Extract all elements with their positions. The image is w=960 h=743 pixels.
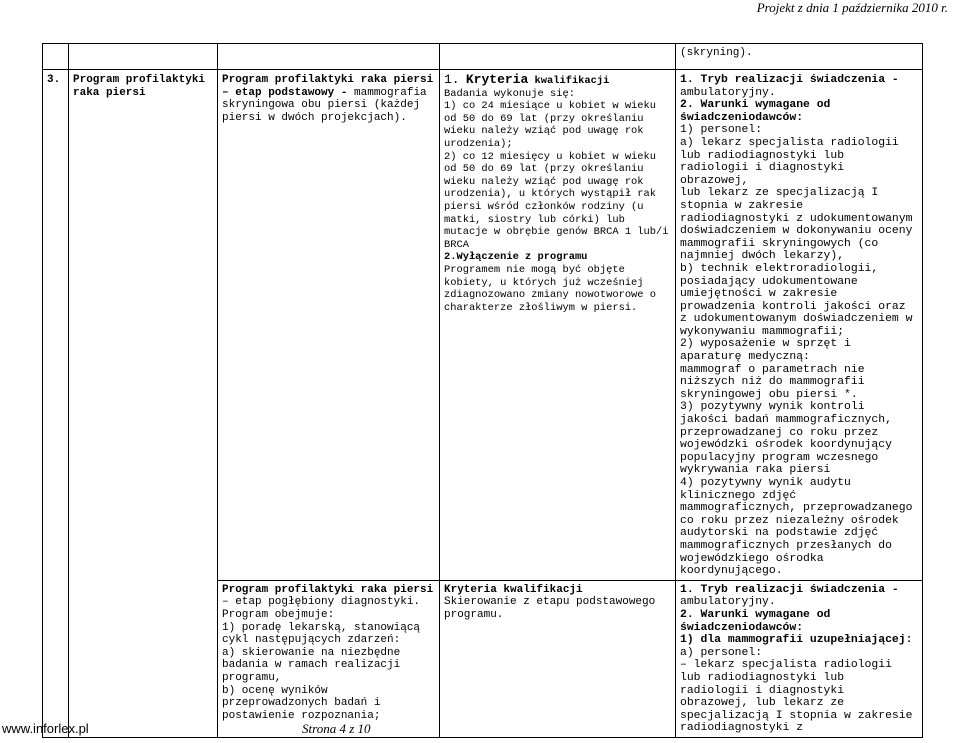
warunki-heading: 2. Warunki wymagane od świadczeniodawców:: [680, 99, 831, 124]
poglebiony-line: a) skierowanie na niezbędne badania w ramach realizacji programu,: [222, 646, 401, 684]
kryteria-line: 1) co 24 miesiące u kobiet w wieku od 50 do 69 lat (przy określaniu wieku należy wziąć pod uwagę rok urodzenia);: [444, 100, 657, 150]
table-row: [43, 44, 923, 70]
warunki-line: lub lekarz ze specjalizacją I stopnia w zakresie radiodiagnostyki z udokumentowanym doświadczeniem w dokonywaniu oceny mammografii skryningowych (co najmniej dwóch lekarzy),: [680, 187, 913, 263]
kryteria-rest: kwalifikacji: [534, 75, 610, 87]
table-row: [43, 70, 923, 581]
row-number: 3.: [47, 74, 61, 86]
kryteria-line: 2) co 12 miesięcy u kobiet w wieku od 50 do 69 lat (przy określaniu wieku należy wziąć pod uwagę rok urodzenia), u których wystąpił rak piersi wśród członków rodziny (u matki, siostry lub córki) lub mutacje w obrębie genów BRCA 1 lub/i BRCA: [444, 150, 669, 251]
warunki-line: mammograf o parametrach nie niższych niż do mammografii skryningowej obu piersi *.: [680, 363, 865, 401]
kryteria-poglebiony-heading: Kryteria kwalifikacji: [444, 583, 583, 596]
poglebiony-line: 1) poradę lekarską, stanowiącą cykl następujących zdarzeń:: [222, 621, 421, 647]
warunki-line: a) personel:: [680, 646, 763, 659]
continuation-text: (skryning).: [680, 47, 753, 59]
footer-site: www.inforlex.pl: [2, 721, 89, 736]
etap-podstawowy-cell: [218, 70, 440, 581]
wylaczenie-heading: 2.Wyłączenie z programu: [444, 251, 588, 264]
page-number: Strona 4 z 10: [302, 721, 371, 736]
warunki-line: 2) wyposażenie w sprzęt i aparaturę medyczną:: [680, 338, 851, 364]
kryteria-poglebiony-body: Skierowanie z etapu podstawowego programu.: [444, 596, 656, 621]
warunki-line: 4) pozytywny wynik audytu klinicznego zdjęć mammograficznych, przeprowadzanego co roku przez niezależny ośrodek audytorski na podstawie zdjęć mammograficznych przesłanych do wojewódzkiego ośrodka koordynującego.: [680, 477, 913, 578]
etap-poglebiony-title: Program profilaktyki raka piersi: [222, 583, 434, 596]
cell: [676, 44, 923, 70]
poglebiony-line: b) ocenę wyników przeprowadzonych badań i postawienie rozpoznania;: [222, 684, 381, 722]
warunki-line: 3) pozytywny wynik kontroli jakości badań mammograficznych, przeprowadzanej co roku przez wojewódzki ośrodek koordynujący populacyjny program wczesnego wykrywania raka piersi: [680, 401, 892, 477]
row-number-cell: [43, 70, 69, 738]
document-header: Projekt z dnia 1 października 2010 r.: [756, 0, 948, 15]
mammografia-uzupelniajaca: 1) dla mammografii uzupełniającej:: [680, 634, 913, 647]
program-name: Program profilaktyki raka piersi: [73, 74, 206, 99]
etap-poglebiony-body: – etap pogłębiony diagnostyki. Program obejmuje:: [222, 596, 421, 621]
cell: [440, 44, 676, 70]
program-name-cell: [69, 70, 218, 738]
program-table: [42, 43, 923, 738]
cell: [69, 44, 218, 70]
warunki-line: a) lekarz specjalista radiologii lub radiodiagnostyki lub radiologii i diagnostyki obrazowej,: [680, 136, 899, 187]
tryb-value: ambulatoryjny.: [680, 86, 776, 99]
warunki-line: b) technik elektroradiologii, posiadający udokumentowane umiejętności w zakresie prowadzenia kontroli jakości oraz z udokumentowanym doświadczeniem w wykonywaniu mammografii;: [680, 262, 913, 338]
cell: [43, 44, 69, 70]
wylaczenie-body: Programem nie mogą być objęte kobiety, u których już wcześniej zdiagnozowano zmiany nowotworowe o charakterze złośliwym w piersi.: [444, 263, 657, 314]
warunki-line: – lekarz specjalista radiologii lub radiodiagnostyki lub radiologii i diagnostyki obrazowej, lub lekarz ze specjalizacją I stopnia w zakresie radiodiagnostyki z: [680, 659, 913, 735]
tryb-label: 1. Tryb realizacji świadczenia -: [680, 74, 899, 86]
cell: [218, 44, 440, 70]
warunki-line: 1) personel:: [680, 124, 763, 137]
kryteria-keyword: Kryteria: [465, 72, 529, 87]
warunki-heading: 2. Warunki wymagane od świadczeniodawców:: [680, 608, 831, 634]
tryb-label: 1. Tryb realizacji świadczenia -: [680, 583, 899, 596]
kryteria-line: Badania wykonuje się:: [444, 87, 575, 100]
tryb-value: ambulatoryjny.: [680, 596, 776, 609]
page-footer: [0, 711, 960, 743]
kryteria-num: 1.: [444, 72, 460, 87]
realizacja-podstawowy-cell: [676, 70, 923, 581]
kryteria-podstawowy-cell: [440, 70, 676, 581]
etap-podstawowy-title: Program profilaktyki raka piersi – etap podstawowy -: [222, 74, 434, 99]
etap-podstawowy-body: mammografia skryningowa obu piersi (każdej piersi w dwóch projekcjach).: [222, 86, 427, 124]
